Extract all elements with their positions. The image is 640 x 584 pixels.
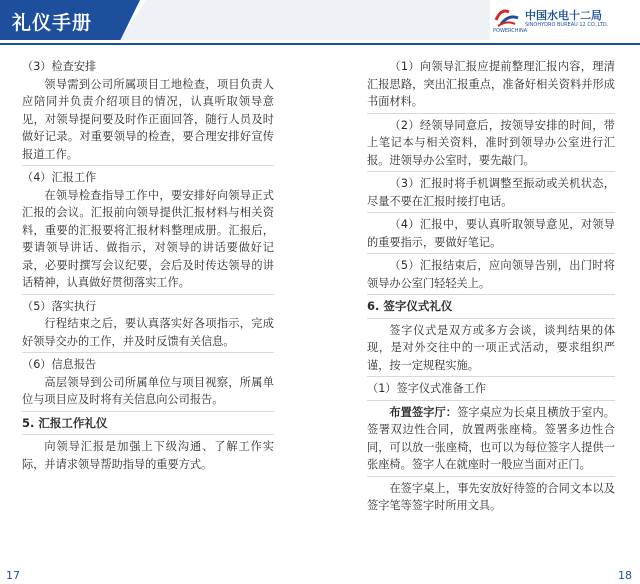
divider bbox=[367, 476, 615, 477]
page-number-left: 17 bbox=[6, 569, 20, 582]
subsection-title: （6）信息报告 bbox=[22, 358, 97, 371]
logo-english-name: SINOHYDRO BUREAU 12 CO.,LTD. bbox=[525, 22, 609, 28]
divider bbox=[367, 171, 615, 172]
divider bbox=[367, 212, 615, 213]
paragraph: 向领导汇报是加强上下级沟通、了解工作实际，并请求领导帮助指导的重要方式。 bbox=[22, 440, 274, 471]
paragraph: （3）汇报时将手机调整至振动或关机状态，尽量不要在汇报时接打电话。 bbox=[367, 177, 615, 208]
page-number-right: 18 bbox=[618, 569, 632, 582]
paragraph: 高层领导到公司所属单位与项目视察，所属单位与项目应及时将有关信息向公司报告。 bbox=[22, 375, 274, 406]
divider bbox=[22, 434, 274, 435]
left-column bbox=[22, 58, 274, 473]
page-title: 礼仪手册 bbox=[12, 12, 93, 34]
subsection-title: （1）签字仪式准备工作 bbox=[367, 382, 486, 395]
header-background bbox=[120, 0, 490, 40]
bold-lead-text: 布置签字厅： bbox=[389, 405, 458, 419]
paragraph: （4）汇报中，要认真听取领导意见，对领导的重要指示，要做好笔记。 bbox=[367, 218, 615, 249]
divider bbox=[22, 294, 274, 295]
paragraph: （5）汇报结束后，应向领导告别，出门时将领导办公室门轻轻关上。 bbox=[367, 259, 615, 290]
right-column bbox=[367, 58, 615, 515]
divider bbox=[367, 113, 615, 114]
subsection-title: （3）检查安排 bbox=[22, 60, 97, 73]
paragraph: 在领导检查指导工作中，要安排好向领导正式汇报的会议。汇报前向领导提供汇报材料与相关资料，重要的汇报要将汇报材料整理成册。汇报后，要请领导讲话、做指示，对领导的讲话要做好记录，必要时撰写会议纪要，会后及时传达领导的讲话精神，认真做好贯彻落实工作。 bbox=[22, 188, 274, 289]
logo-chinese-name: 中国水电十二局 bbox=[525, 9, 602, 22]
divider bbox=[367, 376, 615, 377]
subsection-title: （4）汇报工作 bbox=[22, 171, 97, 184]
paragraph: 在签字桌上，事先安放好待签的合同文本以及签字笔等签字时所用文具。 bbox=[367, 481, 615, 512]
section-heading: 5. 汇报工作礼仪 bbox=[22, 415, 108, 430]
divider bbox=[22, 352, 274, 353]
divider bbox=[367, 294, 615, 295]
divider bbox=[367, 318, 615, 319]
paragraph: （1）向领导汇报应提前整理汇报内容，理清汇报思路，突出汇报重点，准备好相关资料并形成书面材料。 bbox=[367, 60, 615, 108]
paragraph-body: 签字桌应为长桌且横放于室内。签署双边性合同，放置两张座椅。签署多边性合同，可以放一张座椅，也可以为每位签字人提供一张座椅。签字人在就座时一般应当面对正门。 bbox=[367, 405, 615, 471]
paragraph: （2）经领导同意后，按领导安排的时间，带上笔记本与相关资料，准时到领导办公室进行汇报。进领导办公室时，要先敲门。 bbox=[367, 118, 615, 167]
company-logo bbox=[493, 4, 633, 38]
paragraph: 领导需到公司所属项目工地检查，项目负责人应陪同并负责介绍项目的情况，认真听取领导意见，对领导提问要及时作正面回答，随行人员及时做好记录。对重要领导的检查，要合理安排好宣传报道工作。 bbox=[22, 77, 274, 161]
divider bbox=[367, 400, 615, 401]
powerchina-logo-icon bbox=[493, 6, 521, 28]
header-divider bbox=[0, 43, 640, 45]
paragraph bbox=[367, 404, 615, 474]
paragraph: 行程结束之后，要认真落实好各项指示，完成好领导交办的工作，并及时反馈有关信息。 bbox=[22, 317, 274, 348]
paragraph: 签字仪式是双方或多方会谈，谈判结果的体现，是对外交往中的一项正式活动，要求组织严谨，按一定规程实施。 bbox=[367, 323, 615, 372]
section-heading: 6. 签字仪式礼仪 bbox=[367, 299, 453, 313]
divider bbox=[367, 253, 615, 254]
logo-brand: POWERCHINA bbox=[493, 28, 528, 34]
divider bbox=[22, 165, 274, 166]
subsection-title: （5）落实执行 bbox=[22, 299, 97, 313]
divider bbox=[22, 411, 274, 412]
